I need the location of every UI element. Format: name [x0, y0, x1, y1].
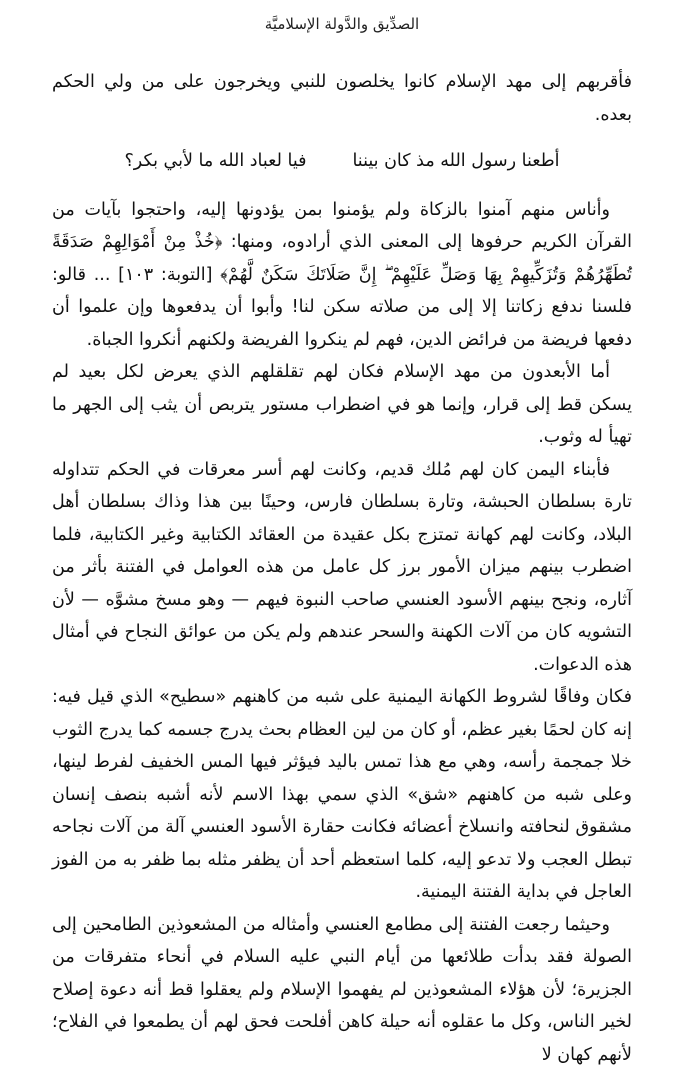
paragraph: أما الأبعدون من مهد الإسلام فكان لهم تقلقلهم الذي يعرض لكل بعيد لم يسكن قط إلى قرار، وإنما هو في اضطراب مستور يتربص أن يثب إلى الجهر ما تهيأ له وثوب. [52, 356, 632, 454]
paragraph: وحيثما رجعت الفتنة إلى مطامع العنسي وأمثاله من المشعوذين الطامحين إلى الصولة فقد بدأت طلائعها من أيام النبي عليه السلام في أنحاء متفرقات من الجزيرة؛ لأن هؤلاء المشعوذين لم يفهموا الإسلام ولم يعقلوا قط أنه دعوة إصلاح لخير الناس، وكل ما عقلوه أنه حيلة كاهن أفلحت فحق لهم أن يطمعوا في الفلاح؛ لأنهم كهان لا [52, 909, 632, 1071]
running-head: الصدِّيق والدَّولة الإسلاميَّة [0, 14, 684, 34]
poetry-verse [52, 145, 632, 178]
quran-quote: ﴿خُذْ مِنْ أَمْوَالِهِمْ صَدَقَةً تُطَهِّرُهُمْ وَتُزَكِّيهِمْ بِهَا وَصَلِّ عَلَيْهِمْ ۖ إِنَّ صَلَاتَكَ سَكَنٌ لَّهُمْ﴾ [52, 232, 632, 285]
verse-first-hemistich: أطعنا رسول الله مذ كان بيننا [352, 145, 559, 178]
verse-second-hemistich: فيا لعباد الله ما لأبي بكر؟ [125, 145, 307, 178]
paragraph: فأقربهم إلى مهد الإسلام كانوا يخلصون للنبي ويخرجون على من ولي الحكم بعده. [52, 66, 632, 131]
paragraph: فأبناء اليمن كان لهم مُلك قديم، وكانت لهم أسر معرقات في الحكم تتداوله تارة بسلطان الحبشة، وتارة بسلطان فارس، وحينًا بين هذا وذاك بسلطان أهل البلاد، وكانت لهم كهانة تمتزج بكل عقيدة من العقائد الكتابية وغير الكتابية، فلما اضطرب بينهم ميزان الأمور برز كل عامل من هذه العوامل في الفتنة بأثر من آثاره، ونجح بينهم الأسود العنسي صاحب النبوة فيهم — وهو مسخ مشوَّه — لأن التشويه كان من آلات الكهنة والسحر عندهم ولم يكن من عوائق النجاح في أمثال هذه الدعوات. [52, 454, 632, 682]
paragraph: فكان وفاقًا لشروط الكهانة اليمنية على شبه من كاهنهم «سطيح» الذي قيل فيه: إنه كان لحمًا بغير عظم، أو كان من لين العظام بحث يدرج جسمه كما يدرج الثوب خلا جمجمة رأسه، وهي مع هذا تمس باليد فيؤثر فيها المس الخفيف لفرط لينها، وعلى شبه من كاهنهم «شق» الذي سمي بهذا الاسم لأنه أشبه بنصف إنسان مشقوق لنحافته وانسلاخ أعضائه فكانت حقارة الأسود العنسي آلة من آلات نجاحه تبطل العجب ولا تدعو إليه، كلما استعظم أحد أن يظفر مثله بما ظفر به من الفوز العاجل في بداية الفتنة اليمنية. [52, 681, 632, 909]
paragraph-text: وأناس منهم آمنوا بالزكاة ولم يؤمنوا بمن يؤدونها إليه، واحتجوا بآيات من القرآن الكريم حرفوها إلى المعنى الذي أرادوه، ومنها: [52, 200, 632, 253]
body-text [52, 66, 632, 1071]
paragraph-zakat [52, 194, 632, 357]
paragraph-text: [التوبة: ١٠٣] ... قالو: فلسنا ندفع زكاتنا إلا إلى من صلاته سكن لنا! وأبوا أن يدفعوها وإن علموا أن دفعها فريضة من فرائض الدين، فهم لم ينكروا الفريضة ولكنهم أنكروا الجباة. [52, 265, 632, 350]
